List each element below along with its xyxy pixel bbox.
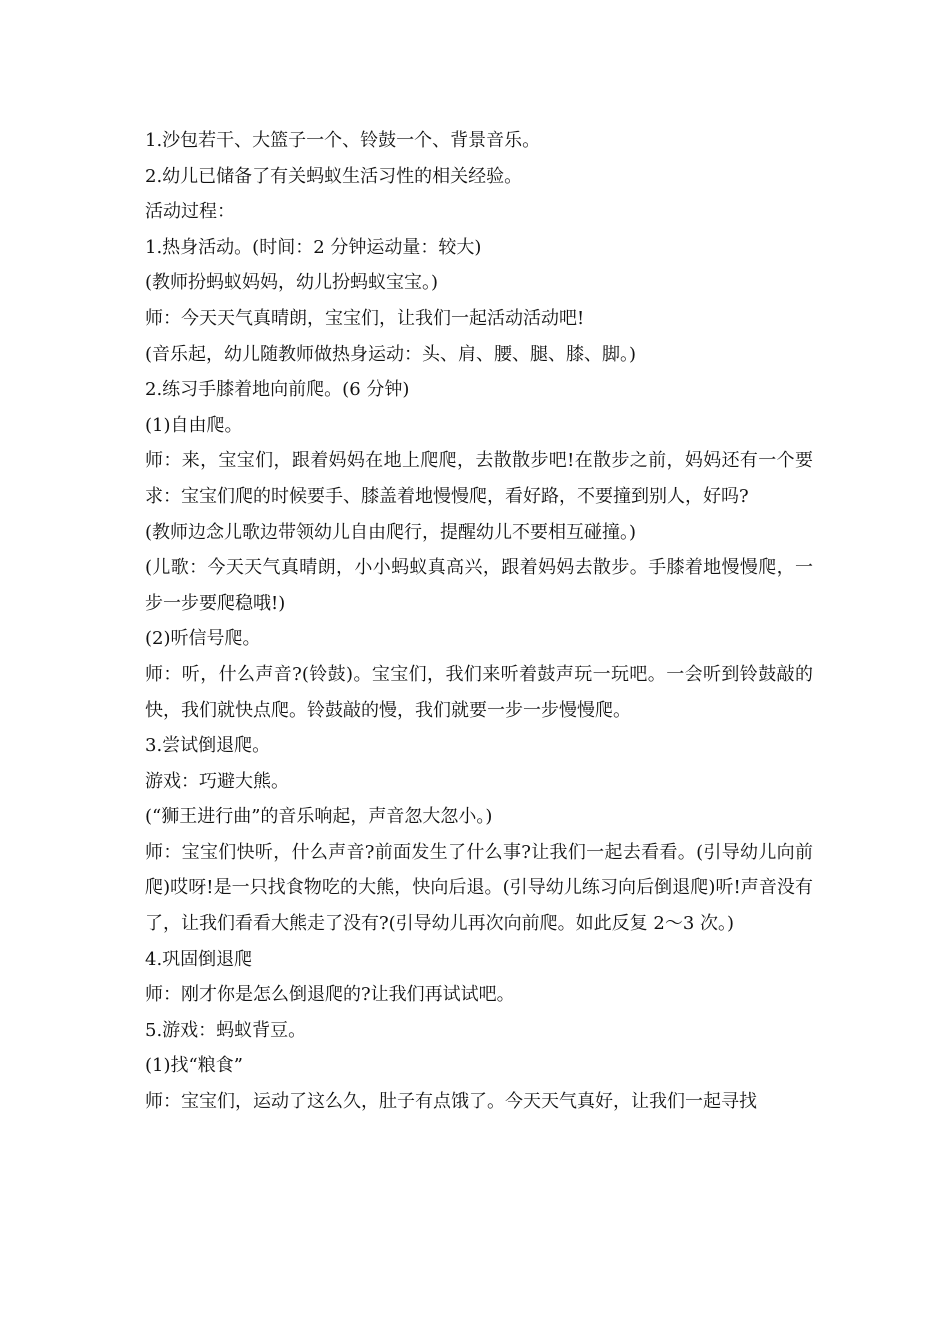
paragraph: (儿歌：今天天气真晴朗，小小蚂蚁真高兴，跟着妈妈去散步。手膝着地慢慢爬，一步一步要爬稳哦!)	[145, 557, 813, 614]
paragraph: 2.幼儿已储备了有关蚂蚁生活习性的相关经验。	[145, 165, 523, 187]
paragraph: (音乐起，幼儿随教师做热身运动：头、肩、腰、腿、膝、脚。)	[145, 343, 637, 365]
document-body	[145, 123, 813, 1120]
paragraph: 游戏：巧避大熊。	[145, 770, 289, 792]
paragraph: 师：宝宝们，运动了这么久，肚子有点饿了。今天天气真好，让我们一起寻找	[145, 1091, 757, 1113]
paragraph: (教师边念儿歌边带领幼儿自由爬行，提醒幼儿不要相互碰撞。)	[145, 521, 637, 543]
paragraph: (1)自由爬。	[145, 414, 243, 436]
paragraph: 师：刚才你是怎么倒退爬的?让我们再试试吧。	[145, 984, 515, 1006]
paragraph: 师：今天天气真晴朗，宝宝们，让我们一起活动活动吧!	[145, 307, 585, 329]
paragraph: (2)听信号爬。	[145, 628, 261, 650]
paragraph: (“狮王进行曲”的音乐响起，声音忽大忽小。)	[145, 806, 493, 828]
paragraph: 2.练习手膝着地向前爬。(6 分钟)	[145, 379, 410, 401]
paragraph: 5.游戏：蚂蚁背豆。	[145, 1019, 307, 1041]
paragraph: (教师扮蚂蚁妈妈，幼儿扮蚂蚁宝宝。)	[145, 272, 439, 294]
paragraph: 师：听，什么声音?(铃鼓)。宝宝们，我们来听着鼓声玩一玩吧。一会听到铃鼓敲的快，我们就快点爬。铃鼓敲的慢，我们就要一步一步慢慢爬。	[145, 663, 813, 721]
paragraph: 3.尝试倒退爬。	[145, 735, 271, 757]
section-heading: 活动过程：	[145, 201, 235, 223]
paragraph: 师：宝宝们快听，什么声音?前面发生了什么事?让我们一起去看看。(引导幼儿向前爬)哎呀!是一只找食物吃的大熊，快向后退。(引导幼儿练习向后倒退爬)听!声音没有了，让我们看看大熊走了没有?(引导幼儿再次向前爬。如此反复 2～3 次。)	[145, 841, 813, 935]
paragraph: (1)找“粮食”	[145, 1055, 243, 1077]
paragraph: 师：来，宝宝们，跟着妈妈在地上爬爬，去散散步吧!在散步之前，妈妈还有一个要求：宝宝们爬的时候要手、膝盖着地慢慢爬，看好路，不要撞到别人，好吗?	[145, 450, 813, 507]
paragraph: 4.巩固倒退爬	[145, 948, 253, 970]
paragraph: 1.沙包若干、大篮子一个、铃鼓一个、背景音乐。	[145, 130, 541, 151]
paragraph: 1.热身活动。(时间：2 分钟运动量：较大)	[145, 236, 482, 258]
